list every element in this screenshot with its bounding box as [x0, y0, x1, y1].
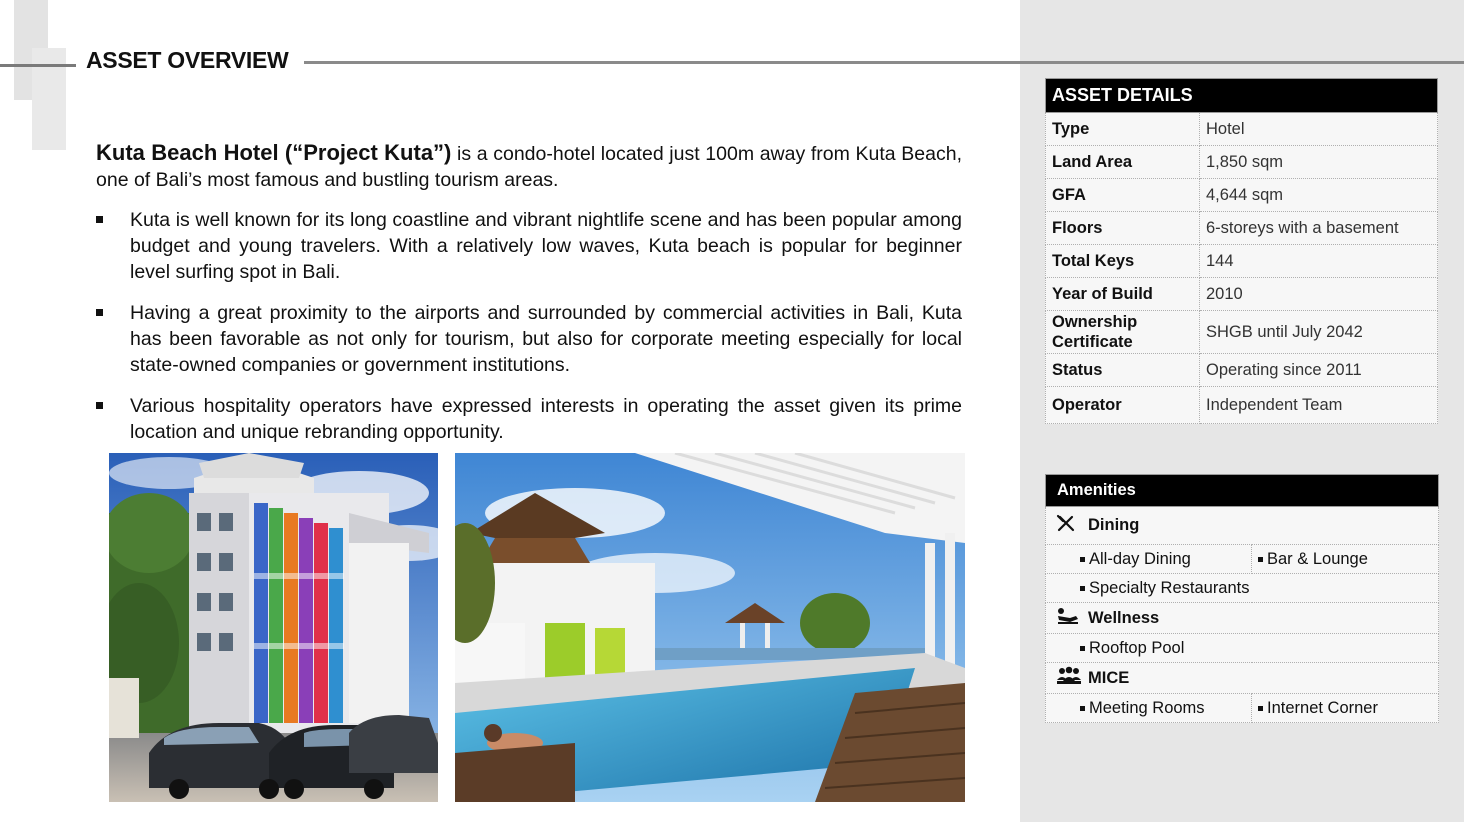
title-rule-right — [304, 61, 1464, 64]
amenity-item — [1046, 639, 1184, 658]
detail-label: Land Area — [1046, 146, 1200, 179]
detail-label: Operator — [1046, 387, 1200, 424]
bullet-text: Various hospitality operators have expressed interests in operating the asset given its prime location and unique rebranding opportunity. — [130, 395, 962, 443]
table-row — [1046, 212, 1438, 245]
hotel-building-photo — [109, 453, 438, 802]
title-rule-left — [0, 64, 76, 67]
asset-details-header: ASSET DETAILS — [1046, 79, 1438, 113]
list-item — [1046, 545, 1439, 574]
detail-value: 144 — [1200, 245, 1438, 278]
amenity-item — [1046, 699, 1205, 718]
amenity-text: Meeting Rooms — [1089, 698, 1205, 717]
bullet-text: Kuta is well known for its long coastline and vibrant nightlife scene and has been popular among budget and young travelers. With a relatively low waves, Kuta beach is popular for beginner level surfing spot in Bali. — [130, 209, 962, 283]
bullet-square-icon — [1258, 706, 1263, 711]
mice-label: MICE — [1088, 668, 1130, 687]
detail-label: Ownership Certificate — [1046, 311, 1200, 354]
amenity-category-wellness — [1046, 603, 1439, 634]
intro-rest: is a condo-hotel located just 100m away from Kuta Beach, one of Bali’s most famous and bustling tourism areas. — [96, 143, 962, 191]
table-row — [1046, 354, 1438, 387]
bullet-square-icon — [96, 402, 103, 409]
amenities-header: Amenities — [1046, 475, 1439, 507]
table-row — [1046, 245, 1438, 278]
bullet-list — [96, 207, 962, 445]
detail-value: Hotel — [1200, 113, 1438, 146]
bullet-square-icon — [1080, 706, 1085, 711]
detail-label: Floors — [1046, 212, 1200, 245]
amenity-category-mice — [1046, 663, 1439, 694]
amenity-text: Bar & Lounge — [1267, 549, 1368, 568]
intro-paragraph — [96, 140, 962, 193]
bullet-text: Having a great proximity to the airports and surrounded by commercial activities in Bali, Kuta has been favorable as not only for tourism, but also for corporate meeting especially for local state-owned companies or government institutions. — [130, 302, 962, 376]
detail-label: Status — [1046, 354, 1200, 387]
detail-label: Total Keys — [1046, 245, 1200, 278]
list-item — [1046, 634, 1439, 663]
bullet-item — [96, 207, 962, 285]
amenities-table — [1045, 474, 1439, 723]
bullet-square-icon — [1080, 646, 1085, 651]
asset-details-table — [1045, 78, 1438, 424]
dining-label: Dining — [1088, 515, 1140, 534]
table-row — [1046, 387, 1438, 424]
bullet-square-icon — [96, 216, 103, 223]
detail-value: 4,644 sqm — [1200, 179, 1438, 212]
spa-icon — [1056, 606, 1080, 631]
project-name: Kuta Beach Hotel (“Project Kuta”) — [96, 140, 452, 165]
table-row — [1046, 146, 1438, 179]
detail-value: SHGB until July 2042 — [1200, 311, 1438, 354]
table-row — [1046, 179, 1438, 212]
page-title: ASSET OVERVIEW — [86, 47, 289, 73]
amenity-text: Specialty Restaurants — [1089, 578, 1250, 597]
group-icon — [1056, 666, 1080, 691]
detail-label: Year of Build — [1046, 278, 1200, 311]
detail-label: Type — [1046, 113, 1200, 146]
amenity-item — [1252, 699, 1378, 718]
rooftop-pool-photo — [455, 453, 965, 802]
table-row — [1046, 278, 1438, 311]
amenity-text: Rooftop Pool — [1089, 638, 1185, 657]
detail-value: 2010 — [1200, 278, 1438, 311]
overview-text — [96, 140, 962, 460]
amenity-item — [1046, 550, 1191, 569]
bullet-square-icon — [96, 309, 103, 316]
detail-value: 6-storeys with a basement — [1200, 212, 1438, 245]
detail-value: Independent Team — [1200, 387, 1438, 424]
list-item — [1046, 574, 1439, 603]
bullet-square-icon — [1258, 557, 1263, 562]
amenity-item — [1046, 579, 1250, 598]
amenity-category-dining — [1046, 507, 1439, 545]
bullet-square-icon — [1080, 557, 1085, 562]
list-item — [1046, 694, 1439, 723]
bullet-item — [96, 393, 962, 445]
table-row — [1046, 113, 1438, 146]
detail-value: 1,850 sqm — [1200, 146, 1438, 179]
amenity-text: All-day Dining — [1089, 549, 1191, 568]
amenity-item — [1252, 550, 1368, 569]
utensils-icon — [1056, 513, 1080, 538]
table-row — [1046, 311, 1438, 354]
bullet-item — [96, 300, 962, 378]
wellness-label: Wellness — [1088, 608, 1160, 627]
detail-value: Operating since 2011 — [1200, 354, 1438, 387]
bullet-square-icon — [1080, 586, 1085, 591]
amenity-text: Internet Corner — [1267, 698, 1378, 717]
detail-label: GFA — [1046, 179, 1200, 212]
